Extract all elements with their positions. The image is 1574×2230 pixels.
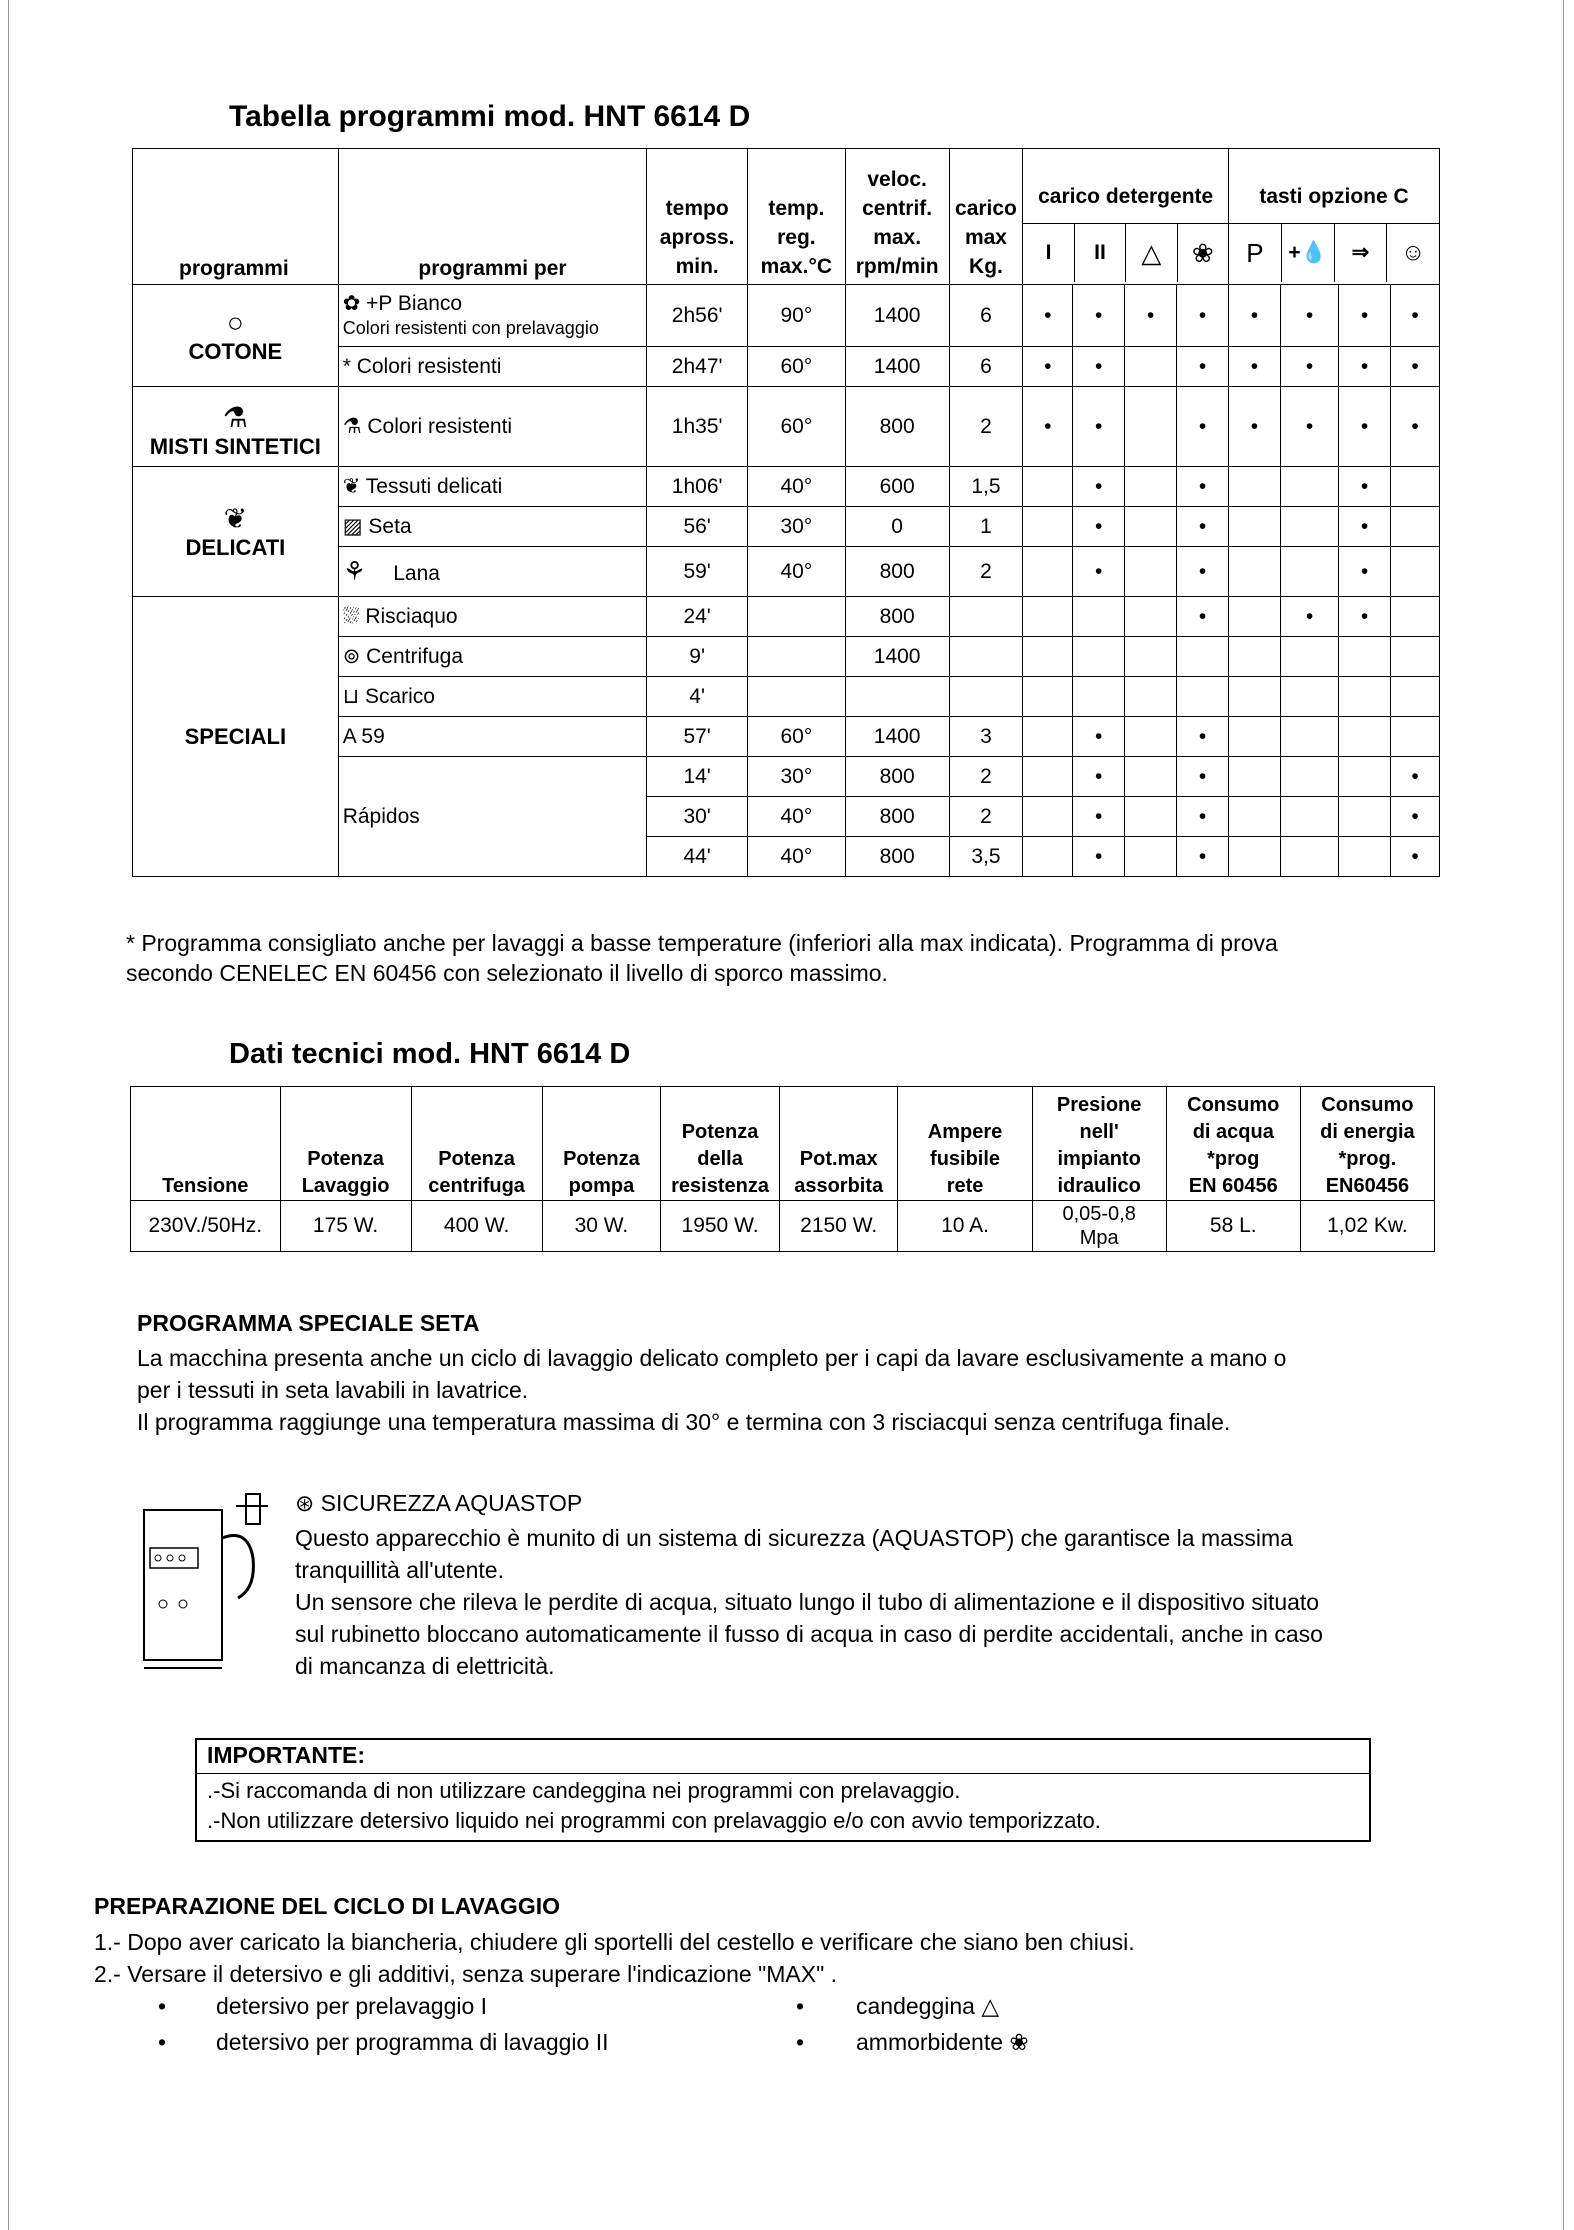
tech-value-potenza-centrifuga: 400 W. [411,1201,542,1252]
cell-carico: 3,5 [949,837,1023,877]
delicate-icon: ❦ [223,503,248,534]
cell-veloc: 1400 [845,637,949,677]
mark-cell [1177,637,1229,677]
tech-value-pressione: 0,05-0,8 Mpa [1032,1201,1166,1252]
prep-title: PREPARAZIONE DEL CICLO DI LAVAGGIO [94,1893,560,1919]
seta-text: La macchina presenta anche un ciclo di lavaggio delicato completo per i capi da lavare esclusivamente a mano o per i tessuti in seta lavabili in lavatrice. Il programma raggiunge una temperatura massima di 30° e termina con 3 risciacqui senza centrifuga finale. [137,1345,1287,1435]
tech-value-consumo-energia: 1,02 Kw. [1300,1201,1434,1252]
program-table [132,148,1440,877]
header-programmi: programmi [133,149,339,285]
cell-tempo: 44' [647,837,748,877]
spin-icon: ⊚ [342,645,367,668]
cell-veloc [845,677,949,717]
mark-cell: • [1339,507,1391,547]
mark-cell [1339,677,1391,717]
aquastop-illustration-icon [138,1488,278,1688]
importante-title: IMPORTANTE: [207,1742,366,1768]
bullet-right-1: • candeggina △ [796,1993,1000,2019]
header-carico-detergente: carico detergente I II △ ❀ [1023,149,1229,285]
importante-box [195,1738,1371,1842]
drain-icon: ⊔ [342,685,365,708]
tech-value-ampere: 10 A. [898,1201,1032,1252]
mark-cell: • [1391,347,1440,387]
cell-veloc: 0 [845,507,949,547]
cell-temp: 30° [748,757,846,797]
cell-temp: 60° [748,387,846,467]
tech-header-pressione: Presione nell' impianto idraulico [1032,1087,1166,1201]
mark-cell [1125,637,1177,677]
tech-table-title: Dati tecnici mod. HNT 6614 D [229,1038,631,1070]
cell-temp [748,637,846,677]
cell-tempo: 1h06' [647,467,748,507]
mark-cell [1229,837,1281,877]
mark-cell [1280,547,1338,597]
prewash-compartment-icon: I [1023,224,1074,282]
mark-cell [1023,507,1073,547]
mark-cell: • [1073,797,1125,837]
seta-title: PROGRAMMA SPECIALE SETA [137,1310,480,1336]
tech-value-consumo-acqua: 58 L. [1166,1201,1300,1252]
row-label: ⚘ Lana [338,547,647,597]
left-margin-line [8,0,9,2230]
tech-header-tensione: Tensione [131,1087,281,1201]
mark-cell [1280,637,1338,677]
cell-carico: 2 [949,757,1023,797]
bullet-right-2: • ammorbidente ❀ [796,2029,1029,2055]
cell-carico [949,677,1023,717]
cell-tempo: 1h35' [647,387,748,467]
mark-cell: • [1339,387,1391,467]
mark-cell [1339,797,1391,837]
mark-cell [1229,637,1281,677]
cell-tempo: 4' [647,677,748,717]
mark-cell [1339,717,1391,757]
mark-cell [1023,547,1073,597]
row-label: ⚗ Colori resistenti [338,387,647,467]
cell-veloc: 800 [845,387,949,467]
mark-cell: • [1023,347,1073,387]
mark-cell: • [1391,837,1440,877]
mark-cell: • [1229,347,1281,387]
cell-temp [748,677,846,717]
mark-cell [1391,637,1440,677]
mark-cell [1023,797,1073,837]
cell-carico [949,597,1023,637]
mark-cell: • [1391,797,1440,837]
cell-veloc: 800 [845,597,949,637]
cell-veloc: 1400 [845,347,949,387]
mark-cell [1023,597,1073,637]
tech-header-consumo-energia: Consumo di energia *prog. EN60456 [1300,1087,1434,1201]
mark-cell [1125,507,1177,547]
mark-cell [1391,547,1440,597]
tech-header-potenza-centrifuga: Potenza centrifuga [411,1087,542,1201]
mark-cell: • [1339,347,1391,387]
mark-cell [1229,717,1281,757]
cell-temp: 90° [748,285,846,347]
mark-cell: • [1177,597,1229,637]
mark-cell [1023,637,1073,677]
cell-veloc: 800 [845,837,949,877]
mark-cell [1125,797,1177,837]
cell-temp: 60° [748,347,846,387]
cell-veloc: 600 [845,467,949,507]
tech-header-potenza-lavaggio: Potenza Lavaggio [280,1087,411,1201]
mark-cell: • [1280,597,1338,637]
row-label: ❦ Tessuti delicati [338,467,647,507]
fast-option-icon: ⇒ [1335,224,1388,282]
mark-cell: • [1339,285,1391,347]
softener-icon: ❀ [1191,238,1214,268]
tech-header-consumo-acqua: Consumo di acqua *prog EN 60456 [1166,1087,1300,1201]
cell-carico: 6 [949,347,1023,387]
row-label: ▨ Seta [338,507,647,547]
mark-cell [1125,677,1177,717]
tech-value-potenza-lavaggio: 175 W. [280,1201,411,1252]
mark-cell [1229,677,1281,717]
bleach-icon: △ [1126,224,1177,282]
cell-carico: 2 [949,547,1023,597]
importante-line-1: .-Si raccomanda di non utilizzare candeggina nei programmi con prelavaggio. [207,1778,961,1803]
wash-compartment-icon: II [1075,224,1126,282]
mark-cell [1229,597,1281,637]
header-tempo: tempo apross. min. [647,149,748,285]
prewash-option-icon: P [1229,224,1282,282]
cell-carico: 3 [949,717,1023,757]
mark-cell [1177,677,1229,717]
mark-cell [1339,757,1391,797]
rinse-icon: ⛆ [342,604,366,628]
cell-temp: 40° [748,547,846,597]
mark-cell [1229,467,1281,507]
cell-veloc: 800 [845,797,949,837]
category-misti-sintetici: ⚗ MISTI SINTETICI [133,387,339,467]
cell-carico: 1,5 [949,467,1023,507]
cell-temp: 40° [748,837,846,877]
cell-tempo: 2h56' [647,285,748,347]
aquastop-icon: ⊛ [295,1490,321,1516]
footnote: * Programma consigliato anche per lavaggi a basse temperature (inferiori alla max indicata). Programma di prova secondo CENELEC EN 60456 con selezionato il livello di sporco massimo. [126,930,1278,986]
header-temp: temp. reg. max.°C [748,149,846,285]
mark-cell [1023,837,1073,877]
mark-cell: • [1177,717,1229,757]
easy-iron-icon: ☺ [1400,239,1426,266]
mark-cell [1280,837,1338,877]
importante-line-2: .-Non utilizzare detersivo liquido nei programmi con prelavaggio e/o con avvio temporizzato. [207,1808,1101,1833]
mark-cell [1391,677,1440,717]
mark-cell: • [1229,285,1281,347]
mark-cell [1023,717,1073,757]
row-label: ⛆ Risciaquo [338,597,647,637]
row-label: ⊔ Scarico [338,677,647,717]
mark-cell: • [1177,467,1229,507]
mark-cell [1339,837,1391,877]
mark-cell [1125,717,1177,757]
category-cotone: ○ COTONE [133,285,339,387]
mark-cell: • [1073,467,1125,507]
mark-cell [1125,757,1177,797]
mark-cell [1229,797,1281,837]
cell-tempo: 2h47' [647,347,748,387]
mark-cell [1339,637,1391,677]
category-speciali: SPECIALI [133,597,339,877]
tech-header-potenza-pompa: Potenza pompa [542,1087,661,1201]
mark-cell: • [1177,347,1229,387]
mark-cell: • [1177,507,1229,547]
mark-cell: • [1073,837,1125,877]
row-label: A 59 [338,717,647,757]
mark-cell [1391,467,1440,507]
mark-cell: • [1177,837,1229,877]
mark-cell: • [1073,547,1125,597]
mark-cell [1391,507,1440,547]
mark-cell: • [1339,597,1391,637]
cell-tempo: 59' [647,547,748,597]
silk-icon: ▨ [342,515,369,538]
mark-cell [1229,507,1281,547]
mark-cell [1125,547,1177,597]
header-tasti-opzione: tasti opzione C P +💧 ⇒ ☺ [1229,149,1440,285]
right-margin-line [1563,0,1564,2230]
tech-header-potenza-resistenza: Potenza della resistenza [661,1087,780,1201]
tech-table [130,1086,1435,1252]
row-label: ✿ +P Bianco Colori resistenti con prelavaggio [338,285,647,347]
mark-cell: • [1339,547,1391,597]
tech-value-pot-max: 2150 W. [779,1201,898,1252]
tech-value-tensione: 230V./50Hz. [131,1201,281,1252]
tech-value-potenza-resistenza: 1950 W. [661,1201,780,1252]
mark-cell [1391,717,1440,757]
cell-temp [748,597,846,637]
cell-tempo: 56' [647,507,748,547]
cell-veloc: 800 [845,547,949,597]
bullet-left-1: • detersivo per prelavaggio I [158,1993,488,2019]
aquastop-text: Questo apparecchio è munito di un sistema di sicurezza (AQUASTOP) che garantisce la massima tranquillità all'utente. Un sensore che rileva le perdite di acqua, situato lungo il tubo di alimentazione e il dispositivo situato sul rubinetto bloccano automaticamente il fusso di acqua in caso di perdite accidentali, anche in caso di mancanza di elettricità. [295,1525,1323,1679]
mark-cell [1023,757,1073,797]
delicate-small-icon: ❦ [342,475,366,498]
bullet-left-2: • detersivo per programma di lavaggio II [158,2029,609,2055]
mark-cell [1280,757,1338,797]
cell-tempo: 14' [647,757,748,797]
synthetic-small-icon: ⚗ [342,415,368,438]
mark-cell [1073,677,1125,717]
cell-carico: 2 [949,797,1023,837]
synthetic-icon: ⚗ [222,402,248,433]
mark-cell [1125,347,1177,387]
cell-tempo: 57' [647,717,748,757]
mark-cell [1229,547,1281,597]
cell-tempo: 9' [647,637,748,677]
cotton-icon: ○ [226,306,244,338]
cell-temp: 60° [748,717,846,757]
mark-cell: • [1391,387,1440,467]
mark-cell [1125,597,1177,637]
category-delicati: ❦ DELICATI [133,467,339,597]
mark-cell [1125,467,1177,507]
tech-header-ampere: Ampere fusibile rete [898,1087,1032,1201]
prep-line-1: 1.- Dopo aver caricato la biancheria, chiudere gli sportelli del cestello e verificare che siano ben chiusi. [94,1929,1135,1955]
row-label-rapidos: Rápidos [338,757,647,877]
mark-cell [1280,467,1338,507]
mark-cell: • [1073,387,1125,467]
mark-cell: • [1280,387,1338,467]
mark-cell [1073,637,1125,677]
mark-cell: • [1177,285,1229,347]
aquastop-heading: ⊛ SICUREZZA AQUASTOP [295,1490,583,1516]
cell-tempo: 24' [647,597,748,637]
cell-temp: 40° [748,467,846,507]
mark-cell: • [1073,285,1125,347]
mark-cell [1280,717,1338,757]
mark-cell: • [1229,387,1281,467]
mark-cell: • [1125,285,1177,347]
cell-tempo: 30' [647,797,748,837]
cell-carico: 6 [949,285,1023,347]
mark-cell [1125,387,1177,467]
mark-cell: • [1339,467,1391,507]
cell-veloc: 1400 [845,285,949,347]
mark-cell: • [1073,757,1125,797]
mark-cell: • [1391,285,1440,347]
mark-cell [1391,597,1440,637]
prewash-icon: ✿ [342,291,367,315]
cell-carico: 1 [949,507,1023,547]
cell-carico: 2 [949,387,1023,467]
header-veloc: veloc. centrif. max. rpm/min [845,149,949,285]
prep-line-2: 2.- Versare il detersivo e gli additivi, senza superare l'indicazione "MAX" . [94,1961,838,1987]
woolmark-icon: ⚘ [342,556,374,586]
mark-cell [1280,797,1338,837]
mark-cell: • [1280,285,1338,347]
row-label: ⊚ Centrifuga [338,637,647,677]
mark-cell: • [1177,797,1229,837]
mark-cell: • [1023,285,1073,347]
tech-header-pot-max: Pot.max assorbita [779,1087,898,1201]
mark-cell [1023,467,1073,507]
mark-cell: • [1177,757,1229,797]
mark-cell: • [1177,547,1229,597]
mark-cell: • [1023,387,1073,467]
mark-cell [1023,677,1073,717]
mark-cell: • [1177,387,1229,467]
header-carico: carico max Kg. [949,149,1023,285]
mark-cell [1073,597,1125,637]
mark-cell [1280,507,1338,547]
mark-cell [1280,677,1338,717]
cell-veloc: 1400 [845,717,949,757]
mark-cell [1229,757,1281,797]
cell-temp: 30° [748,507,846,547]
mark-cell: • [1280,347,1338,387]
mark-cell: • [1391,757,1440,797]
mark-cell [1125,837,1177,877]
cell-temp: 40° [748,797,846,837]
mark-cell: • [1073,347,1125,387]
mark-cell: • [1073,507,1125,547]
extra-rinse-icon: +💧 [1282,224,1335,282]
program-table-title: Tabella programmi mod. HNT 6614 D [229,100,751,133]
cell-carico [949,637,1023,677]
mark-cell: • [1073,717,1125,757]
header-programmi-per: programmi per [338,149,647,285]
row-label: * Colori resistenti [338,347,647,387]
tech-value-potenza-pompa: 30 W. [542,1201,661,1252]
cell-veloc: 800 [845,757,949,797]
